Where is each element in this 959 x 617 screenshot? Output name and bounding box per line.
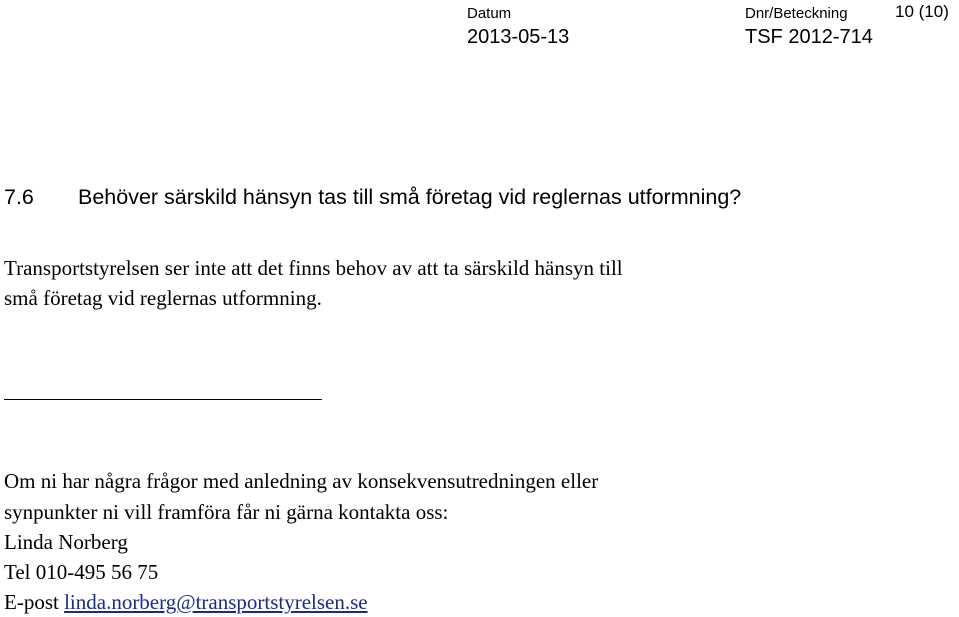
contact-intro-line: synpunkter ni vill framföra får ni gärna kontakta oss: [4, 500, 449, 524]
date-value: 2013-05-13 [467, 26, 570, 48]
section-title: Behöver särskild hänsyn tas till små företag vid reglernas utformning? [78, 185, 742, 209]
separator-line [4, 399, 322, 400]
section-number: 7.6 [4, 185, 34, 209]
contact-phone: Tel 010-495 56 75 [4, 560, 159, 584]
page-number: 10 (10) [895, 2, 949, 21]
contact-intro-line: Om ni har några frågor med anledning av konsekvensutredningen eller [4, 469, 599, 493]
reference-label: Dnr/Beteckning [745, 5, 848, 22]
paragraph-line: små företag vid reglernas utformning. [4, 286, 322, 310]
contact-name: Linda Norberg [4, 530, 128, 554]
email-link[interactable]: linda.norberg@transportstyrelsen.se [64, 590, 368, 614]
date-label: Datum [467, 5, 512, 22]
paragraph-line: Transportstyrelsen ser inte att det finns behov av att ta särskild hänsyn till [4, 256, 623, 280]
email-label: E-post [4, 590, 65, 614]
reference-value: TSF 2012-714 [745, 26, 873, 48]
contact-email-row [4, 587, 368, 617]
